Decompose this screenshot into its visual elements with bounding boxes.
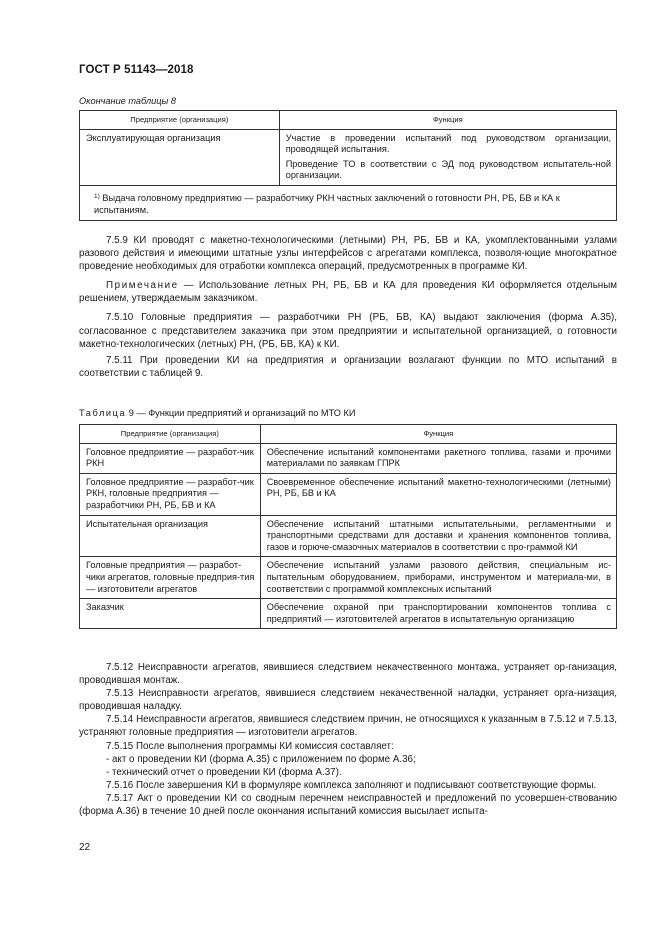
table-row xyxy=(80,443,617,473)
list-item: - технический отчет о проведении КИ (форма А.37). xyxy=(106,766,342,778)
table-cell-org: Эксплуатирующая организация xyxy=(80,129,280,185)
column-header-org: Предприятие (организация) xyxy=(80,111,280,130)
table-cell-function: Обеспечение охраной при транспортировании компонентов топлива с предприятий — изготовителей агрегатов в испытательную организацию xyxy=(260,599,616,629)
paragraph-7-5-11: 7.5.11 При проведении КИ на предприятия и организации возлагают функции по МТО испытаний в соответствии с таблицей 9. xyxy=(79,354,617,379)
function-line-2: Проведение ТО в соответствии с ЭД под руководством испытатель-ной организации. xyxy=(285,158,611,181)
table8-caption: Окончание таблицы 8 xyxy=(79,96,176,106)
table-cell-function: Обеспечение испытаний штатными испытательными, регламентными и транспортными средствами для доставки и хранения компонентов топлива, газов и горюче-смазочных материалов в соответствии с про-граммой КИ xyxy=(260,515,616,557)
column-header-function: Функция xyxy=(279,111,616,130)
footnote-text: Выдача головному предприятию — разработчику РКН частных заключений о готовности РН, РБ, БВ и КА к испытаниям. xyxy=(94,192,560,215)
page-number: 22 xyxy=(79,842,91,853)
table-8 xyxy=(79,110,617,221)
table-header-row xyxy=(80,111,617,130)
table-header-row xyxy=(80,425,617,444)
table-cell-org: Заказчик xyxy=(80,599,261,629)
note-text: — Использование летных РН, РБ, БВ и КА для проведения КИ оформляется отдельным решением, утверждаемым заказчиком. xyxy=(79,280,617,305)
table-9 xyxy=(79,424,617,629)
body-text-block-1 xyxy=(79,234,617,380)
table-cell-function xyxy=(279,129,616,185)
table-cell-org: Головные предприятия — разработ-чики агрегатов, головные предприя-тия — изготовители агрегатов xyxy=(80,557,261,599)
table9-caption-label: Таблица xyxy=(79,408,127,418)
table-cell-org: Головное предприятие — разработ-чик РКН xyxy=(80,443,261,473)
table-row xyxy=(80,599,617,629)
table-row xyxy=(80,515,617,557)
paragraph-7-5-16: 7.5.16 После завершения КИ в формуляре комплекса заполняют и подписывают соответствующие формы. xyxy=(106,779,597,791)
note-paragraph xyxy=(79,279,617,305)
function-line-1: Участие в проведении испытаний под руководством организации, проводящей испытания. xyxy=(285,132,611,155)
table-cell-function: Своевременное обеспечение испытаний макетно-технологическими (летными) РН, РБ, БВ и КА xyxy=(260,473,616,515)
table9-caption-text: 9 — Функции предприятий и организаций по МТО КИ xyxy=(126,408,356,418)
paragraph-7-5-15: 7.5.15 После выполнения программы КИ комиссия составляет: xyxy=(106,740,394,752)
paragraph-7-5-9: 7.5.9 КИ проводят с макетно-технологическими (летными) РН, РБ, БВ и КА, укомплектованными узлами разового действия и имеющими штатные узлы интерфейсов с агрегатами комплекса, позволя-ющие многократное проведение необходимых для отработки комплекса операций, предусмотренных в программе КИ. xyxy=(79,235,617,273)
table-footnote-row xyxy=(80,185,617,220)
page-header: ГОСТ Р 51143—2018 xyxy=(79,64,194,76)
paragraph-7-5-13: 7.5.13 Неисправности агрегатов, явившиеся следствием некачественной наладки, устраняет орга-низация, проводившая наладку. xyxy=(79,688,617,713)
paragraph-7-5-14: 7.5.14 Неисправности агрегатов, явившиеся следствием причин, не относящихся к указанным в 7.5.12 и 7.5.13, устраняют головные предприятия — изготовители агрегатов. xyxy=(79,714,617,739)
table-row xyxy=(80,473,617,515)
table-cell-function: Обеспечение испытаний компонентами ракетного топлива, газами и прочими материалами по заявкам ГПРК xyxy=(260,443,616,473)
footnote-mark: 1) xyxy=(94,192,100,200)
table9-caption xyxy=(79,408,355,418)
body-text-block-2 xyxy=(79,661,617,818)
table-row xyxy=(80,557,617,599)
paragraph-7-5-10: 7.5.10 Головные предприятия — разработчики РН (РБ, БВ, КА) выдают заключения (форма А.35), согласованное с представителем заказчика при этом предприятии и испытательной организацией, о готовности макетно-технологических (летных) РН, (РБ, БВ, КА) к КИ. xyxy=(79,312,617,350)
paragraph-7-5-12: 7.5.12 Неисправности агрегатов, явившиеся следствием некачественного монтажа, устраняет ор-ганизация, проводившая монтаж. xyxy=(79,662,617,687)
column-header-org: Предприятие (организация) xyxy=(80,425,261,444)
note-label: Примечание xyxy=(106,280,179,292)
list-item: - акт о проведении КИ (форма А.35) с приложением по форме А.36; xyxy=(106,753,416,765)
table-cell-function: Обеспечение испытаний узлами разового действия, специальным ис-пытательным оборудованием, приборами, инструментом и материала-ми, в соответствии с программой комплексных испытаний xyxy=(260,557,616,599)
column-header-function: Функция xyxy=(260,425,616,444)
table-cell-org: Головное предприятие — разработ-чик РКН, головные предприятия — разработчики РН, РБ, БВ и КА xyxy=(80,473,261,515)
table-cell-org: Испытательная организация xyxy=(80,515,261,557)
paragraph-7-5-17: 7.5.17 Акт о проведении КИ со сводным перечнем неисправностей и предложений по усовершен-ствованию (форма А.36) в течение 10 дней после окончания испытаний комиссия высылает испыта- xyxy=(79,792,617,818)
table-footnote xyxy=(80,185,617,220)
table-row xyxy=(80,129,617,185)
